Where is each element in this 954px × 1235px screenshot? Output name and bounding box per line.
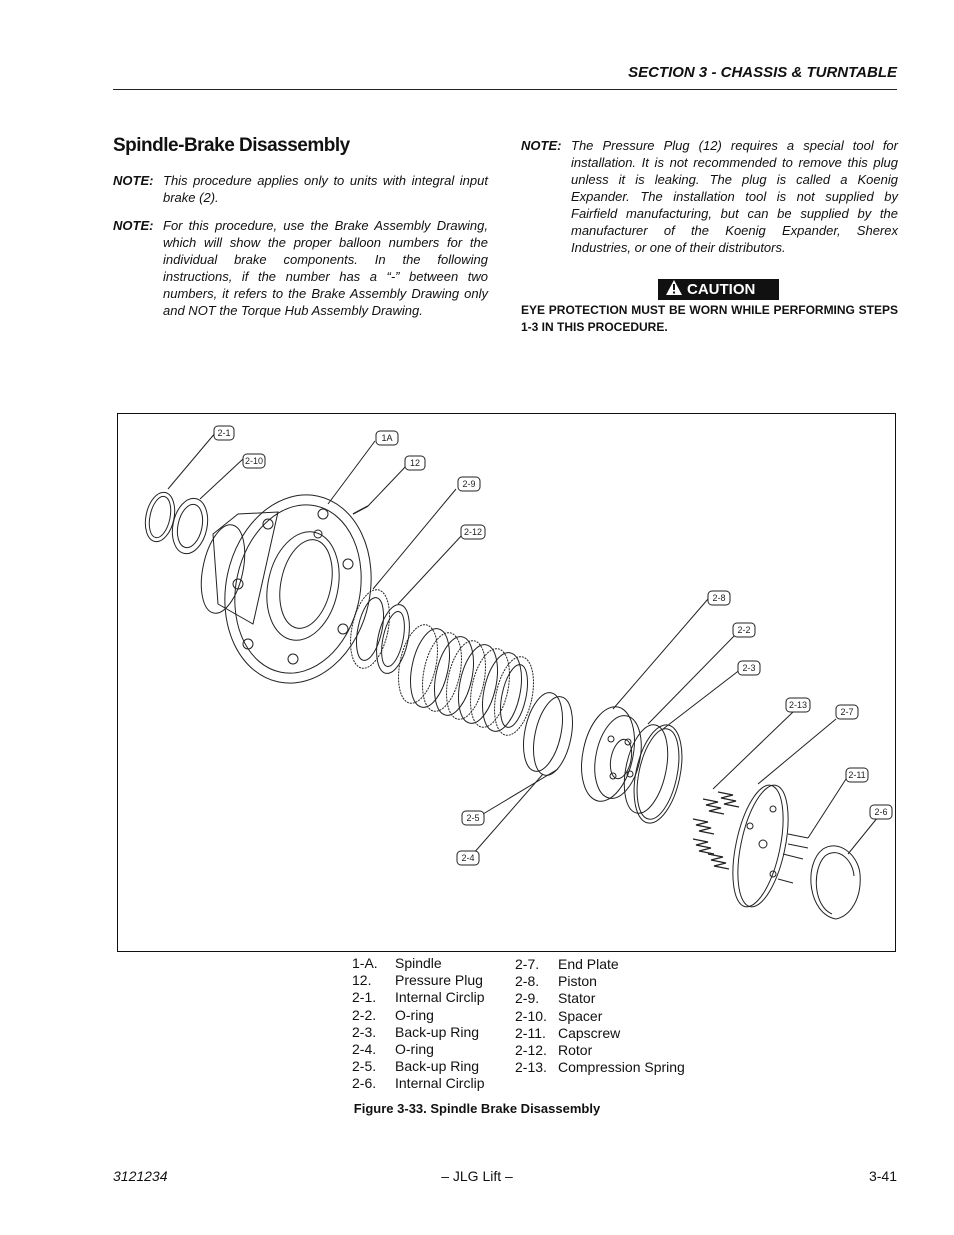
legend-item: 2-4. O-ring xyxy=(352,1041,434,1058)
legend-item: 2-6. Internal Circlip xyxy=(352,1075,485,1092)
legend-item: 1-A. Spindle xyxy=(352,955,442,971)
caution-label: CAUTION xyxy=(687,281,756,298)
note-integral-brake xyxy=(113,172,488,206)
svg-text:2-7: 2-7 xyxy=(840,707,854,717)
svg-text:2-10: 2-10 xyxy=(244,456,264,466)
exploded-view-drawing xyxy=(118,414,895,951)
callout-2-1 xyxy=(214,426,234,440)
callout-2-4 xyxy=(457,851,479,865)
note-label: NOTE: xyxy=(521,138,562,153)
warning-triangle-icon xyxy=(666,280,682,299)
note-text: For this procedure, use the Brake Assembly Drawing, which will show the proper balloon numbers for the individual brake components. In the following instructions, if the number has a “-” between two numbers, it refers to the Brake Assembly Drawing only and NOT the Torque Hub Assembly Drawing. xyxy=(163,218,488,318)
legend-item: 2-10. Spacer xyxy=(515,1007,603,1024)
footer-center: – JLG Lift – xyxy=(441,1168,513,1184)
legend-item: 12. Pressure Plug xyxy=(352,972,483,989)
callout-12 xyxy=(405,456,425,470)
svg-text:2-2: 2-2 xyxy=(737,625,751,635)
svg-text:2-5: 2-5 xyxy=(466,813,480,823)
legend-item: 2-3. Back-up Ring xyxy=(352,1023,480,1040)
callout-2-8 xyxy=(708,591,730,605)
callout-2-13 xyxy=(786,698,810,712)
legend-item: 2-7. End Plate xyxy=(515,956,619,972)
svg-text:12: 12 xyxy=(409,458,421,468)
legend-item: 2-1. Internal Circlip xyxy=(352,989,485,1006)
svg-text:1A: 1A xyxy=(381,433,393,443)
callout-2-2 xyxy=(733,623,755,637)
svg-text:2-6: 2-6 xyxy=(874,807,888,817)
legend-item: 2-8. Piston xyxy=(515,973,597,990)
legend-item: 2-2. O-ring xyxy=(352,1006,434,1023)
legend-left xyxy=(352,955,484,1093)
legend-item: 2-5. Back-up Ring xyxy=(352,1058,480,1075)
footer-page-number: 3-41 xyxy=(868,1168,897,1184)
page-title: Spindle-Brake Disassembly xyxy=(113,135,350,156)
footer-doc-number: 3121234 xyxy=(113,1168,168,1184)
legend-item: 2-9. Stator xyxy=(515,990,596,1007)
svg-text:2-13: 2-13 xyxy=(788,700,808,710)
svg-text:2-8: 2-8 xyxy=(712,593,726,603)
callout-2-7 xyxy=(836,705,858,719)
callout-1a xyxy=(376,431,398,445)
legend-item: 2-13. Compression Spring xyxy=(515,1059,685,1076)
callout-2-3 xyxy=(738,661,760,675)
caution-badge xyxy=(658,279,779,300)
note-pressure-plug xyxy=(521,137,898,256)
callout-2-12 xyxy=(461,525,485,539)
svg-text:2-1: 2-1 xyxy=(217,428,231,438)
figure-caption: Figure 3-33. Spindle Brake Disassembly xyxy=(353,1101,601,1116)
note-label: NOTE: xyxy=(113,173,154,188)
note-label: NOTE: xyxy=(113,218,154,233)
section-header: SECTION 3 - CHASSIS & TURNTABLE xyxy=(628,64,897,81)
callout-2-9 xyxy=(458,477,480,491)
spindle-brake-figure xyxy=(117,413,896,952)
svg-text:2-4: 2-4 xyxy=(461,853,475,863)
svg-text:2-3: 2-3 xyxy=(742,663,756,673)
header-divider xyxy=(113,89,897,90)
legend-item: 2-11. Capscrew xyxy=(515,1024,621,1041)
note-text: This procedure applies only to units with integral input brake (2). xyxy=(163,173,488,205)
note-text: The Pressure Plug (12) requires a special tool for installation. It is not recommended to remove this plug unless it is leaking. The plug is called a Koenig Expander. The installation tool is not supplied by Fairfield manufacturing, but can be supplied by the manufacturer of the Koenig Expander, Sherex Industries, or one of their distributors. xyxy=(571,138,898,255)
svg-text:2-9: 2-9 xyxy=(462,479,476,489)
svg-text:2-12: 2-12 xyxy=(463,527,483,537)
caution-message: EYE PROTECTION MUST BE WORN WHILE PERFORMING STEPS 1-3 IN THIS PROCEDURE. xyxy=(521,303,898,334)
callout-2-5 xyxy=(462,811,484,825)
callout-2-10 xyxy=(243,454,265,468)
note-brake-drawing xyxy=(113,217,488,319)
callout-2-6 xyxy=(870,805,892,819)
legend-right xyxy=(515,956,685,1076)
legend-item: 2-12. Rotor xyxy=(515,1042,593,1059)
callout-2-11 xyxy=(846,768,868,782)
svg-text:2-11: 2-11 xyxy=(848,770,866,780)
